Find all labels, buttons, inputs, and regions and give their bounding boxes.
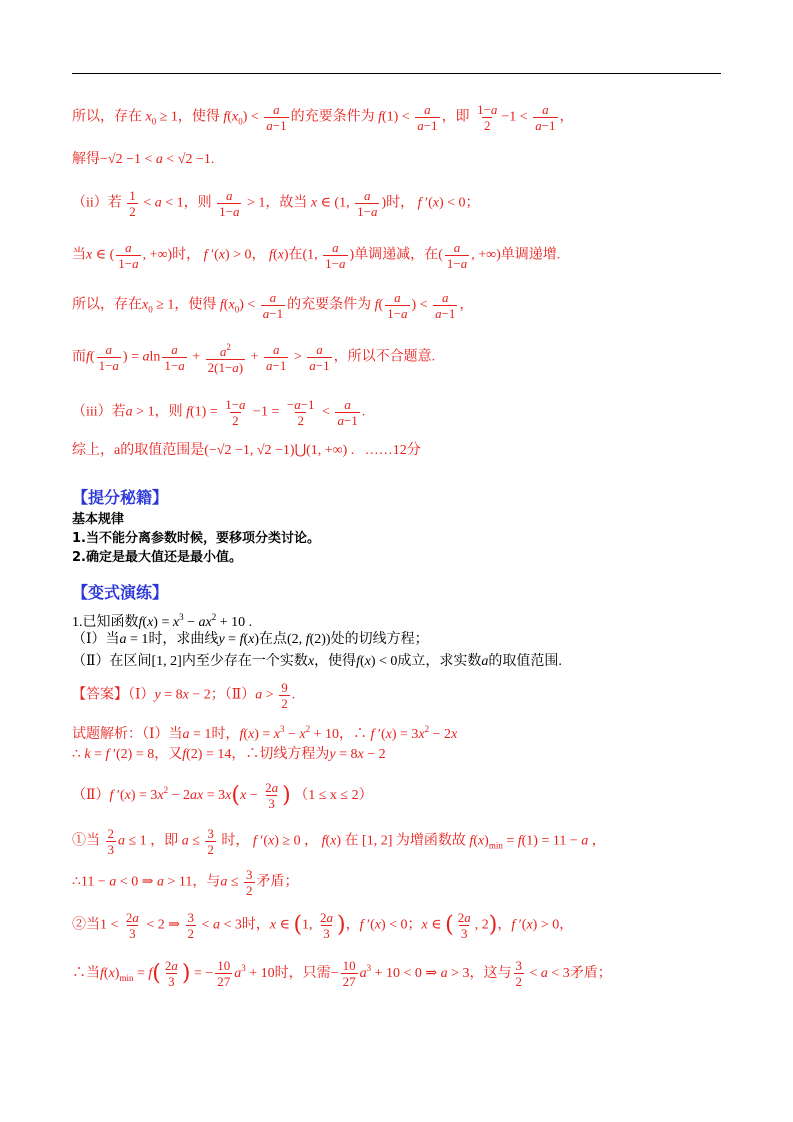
analysis-line-3: （Ⅱ）f $'(x) = 3x^2 - 2ax = 3x(x$ − $\frac{2a}{3}$ ) （1 ≤ x ≤ 2） xyxy=(72,780,373,812)
solution-line-4: 当x ∈ ( $\frac{a}{1-a}$ , +∞)时， f ′(x) > 0， f(x)在(1, $\frac{a}{1-a}$ )单调递减，在( $\frac{a}{1-a}$ , +∞)单调递增. xyxy=(72,240,561,271)
question-part-1: （Ⅰ）当a = 1时，求曲线y = f(x)在点(2, f(2))处的切线方程； xyxy=(72,632,429,647)
solution-line-2: 解得−√2 −1 < a < √2 −1. xyxy=(72,152,215,167)
analysis-line-1: 试题解析：（Ⅰ）当a = 1时，$f(x) = x^3 - x^2 + 10$，∴ f $'(x) = 3x^2 - 2x$ xyxy=(72,724,458,742)
analysis-line-2: ∴ k = f ′(2) = 8，又f(2) = 14，∴切线方程为y = 8x − 2 xyxy=(72,747,386,762)
solution-line-8: 综上，a的取值范围是(−√2 −1, √2 −1)⋃(1, +∞) . ……12分 xyxy=(72,443,421,458)
case-2-line: ②当1 < $\frac{2a}{3}$ < 2 ⇒ $\frac{3}{2}$ < a < 3时，x ∈ (1, $\frac{2a}{3}$ )，f ′(x) < 0；x ∈ ( $\frac{2a}{3}$ , 2)，f ′(x) > 0， xyxy=(72,910,574,941)
tip-item-1: 1.当不能分离参数时候，要移项分类讨论。 xyxy=(72,531,320,546)
solution-line-5: 所以，存在$x_0 \ge 1$，使得 $f(x_0)$ < $\frac{a}{a-1}$ 的充要条件为 f( $\frac{a}{1-a}$ ) < $\frac{a}{a-1}$ ， xyxy=(72,290,474,321)
question-statement: 1.已知函数$f(x) = x^3 - ax^2 + 10$ . xyxy=(72,612,253,630)
question-part-2: （Ⅱ）在区间[1, 2]内至少存在一个实数x，使得f(x) < 0成立，求实数a的取值范围. xyxy=(72,654,562,669)
header-rule xyxy=(72,73,721,74)
case-2-conclusion: ∴当$f(x)_{min} = f$( $\frac{2a}{3}$ ) = − $\frac{10}{27}$ $a^3 + 10$时，只需− $\frac{10}{27}$ $a^3 + 10 < 0$ ⇒ a > 3，这与 $\frac{3}{2}$ < a < 3矛盾； xyxy=(72,958,612,990)
exercise-heading: 【变式演练】 xyxy=(72,583,169,602)
answer-line: 【答案】（Ⅰ）y = 8x − 2；（Ⅱ）a > $\frac{9}{2}$ . xyxy=(72,680,296,711)
tip-heading: 【提分秘籍】 xyxy=(72,488,169,507)
case-1-conclusion: ∴11 − a < 0 ⇒ a > 11，与a ≤ $\frac{3}{2}$ 矛盾； xyxy=(72,867,299,898)
tip-rule-title: 基本规律 xyxy=(72,512,125,527)
tip-item-2: 2.确定是最大值还是最小值。 xyxy=(72,550,242,565)
case-1-line: ①当 $\frac{2}{3}$ a ≤ 1 ，即 a ≤ $\frac{3}{2}$ 时， f ′(x) ≥ 0 ， f(x) 在 [1, 2] 为增函数故 $f(x)_{min} = f(1) = 11 - a$ ， xyxy=(72,826,606,857)
solution-line-6: 而f( $\frac{a}{1-a}$ ) = aln $\frac{a}{1-a}$ + $\frac{a^2}{2(1-a)}$ + $\frac{a}{a-1}$ > $\frac{a}{a-1}$ ，所以不合题意. xyxy=(72,342,436,375)
solution-line-1: 所以，存在 $x_0 \ge 1$，使得 $f(x_0)$ < $\frac{a}{a-1}$ 的充要条件为 f(1) < $\frac{a}{a-1}$ ，即 $\frac{1-a}{2}$ −1 < $\frac{a}{a-1}$ ， xyxy=(72,102,574,133)
solution-line-7: （iii）若a > 1，则 f(1) = $\frac{1-a}{2}$ −1 = $\frac{-a-1}{2}$ < $\frac{a}{a-1}$ . xyxy=(72,397,366,428)
solution-line-3: （ii）若 $\frac{1}{2}$ < a < 1，则 $\frac{a}{1-a}$ > 1，故当 x ∈ (1, $\frac{a}{1-a}$ )时， f ′(x) < 0； xyxy=(72,188,480,219)
